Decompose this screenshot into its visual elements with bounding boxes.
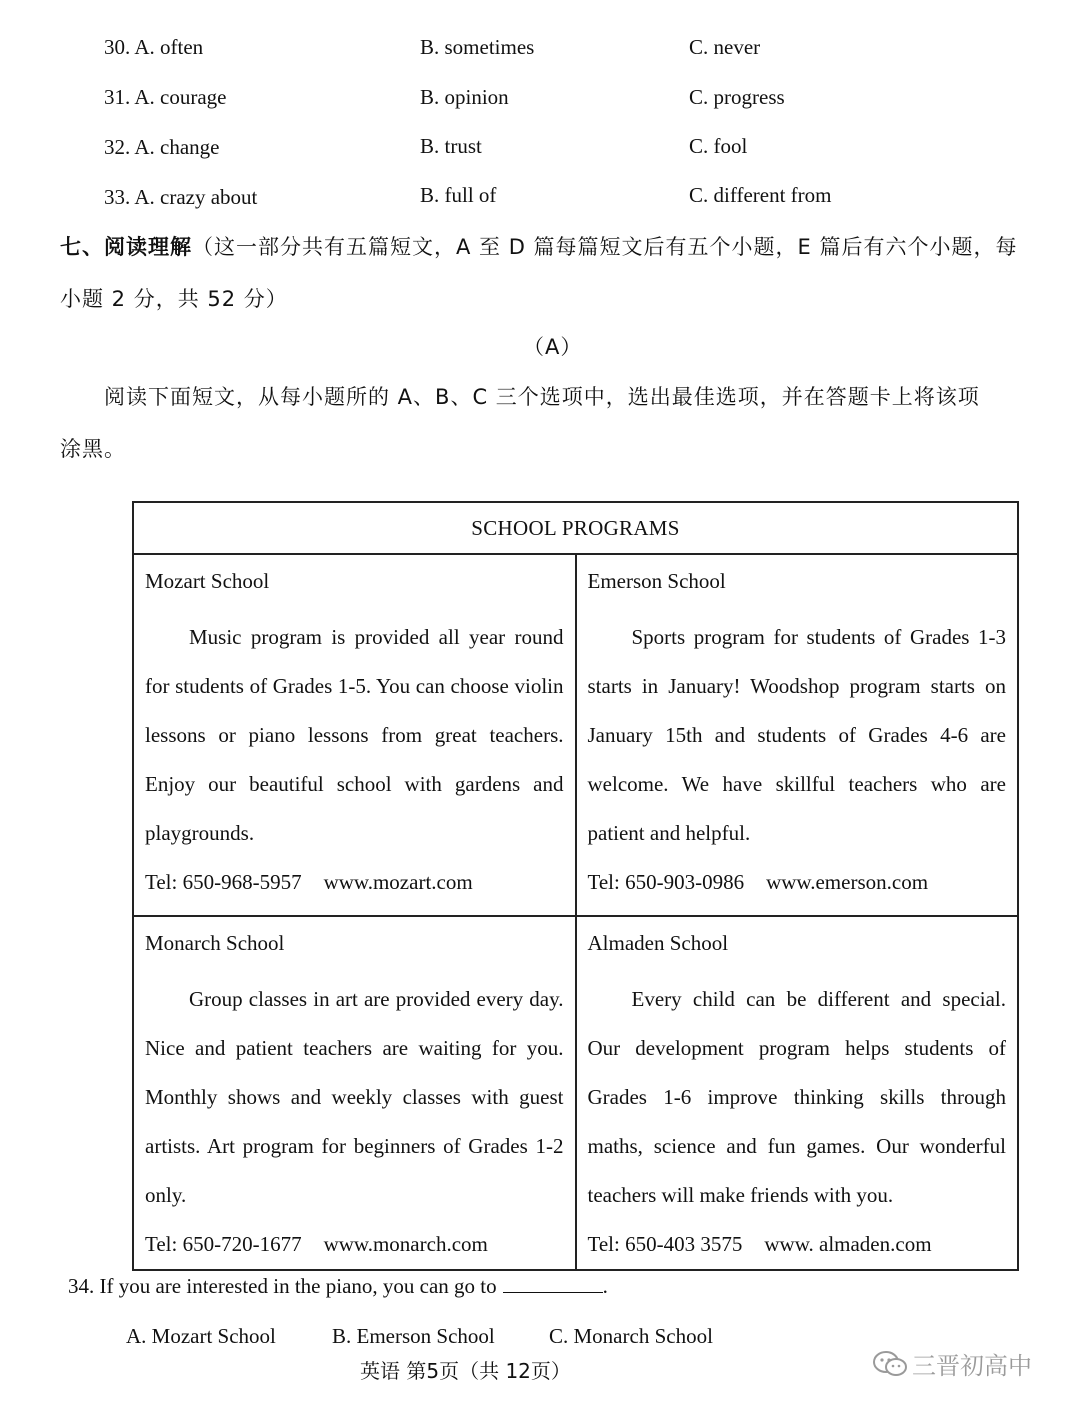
phone-number: Tel: 650-903-0986 (587, 870, 745, 894)
option-c: C. Monarch School (549, 1324, 713, 1348)
question-number: 30. (104, 35, 131, 59)
program-description: Every child can be different and special. Our development program helps students of Grades 1-6 improve thinking skills through maths, science and fun games. Our wonderful teachers will make friends with you. (587, 987, 1006, 1207)
option-a: A. often (134, 35, 204, 59)
answer-blank (503, 1274, 603, 1293)
section-note-line2: 小题 2 分，共 52 分） (60, 287, 288, 311)
program-description: Music program is provided all year round for students of Grades 1-5. You can choose violin lessons or piano lessons from great teachers. Enjoy our beautiful school with gardens and playgrounds. (145, 625, 564, 845)
website: www.monarch.com (323, 1232, 488, 1256)
contact-line (588, 858, 1007, 907)
question-34 (68, 1274, 608, 1299)
instruction-line1: 阅读下面短文，从每小题所的 A、B、C 三个选项中，选出最佳选项，并在答题卡上将该项 (104, 385, 980, 409)
instruction-line2: 涂黑。 (60, 437, 126, 461)
question-31 (104, 85, 226, 110)
option-a: A. courage (134, 85, 227, 109)
section-heading-line (60, 231, 1018, 261)
option-b: B. trust (420, 134, 482, 158)
option-c: C. progress (689, 85, 785, 109)
option-b: B. sometimes (420, 35, 535, 59)
school-name: Mozart School (145, 569, 270, 593)
option-a: A. change (134, 135, 220, 159)
watermark (872, 1346, 1032, 1384)
question-number: 31. (104, 85, 131, 109)
question-stem: 34. If you are interested in the piano, you can go to (68, 1274, 497, 1298)
section-note-line1: （这一部分共有五篇短文，A 至 D 篇每篇短文后有五个小题，E 篇后有六个小题，每 (192, 235, 1018, 259)
program-cell-mozart (133, 554, 576, 916)
question-30 (104, 35, 203, 60)
school-programs-table (132, 501, 1019, 1271)
program-description: Group classes in art are provided every day. Nice and patient teachers are waiting for you. Monthly shows and weekly classes with guest artists. Art program for beginners of Grades 1-2 only. (145, 987, 564, 1207)
question-33 (104, 185, 257, 210)
phone-number: Tel: 650-720-1677 (145, 1232, 302, 1256)
question-32 (104, 135, 219, 160)
option-a: A. crazy about (134, 185, 258, 209)
contact-line (588, 1220, 1007, 1269)
program-cell-emerson (576, 554, 1019, 916)
phone-number: Tel: 650-403 3575 (587, 1232, 743, 1256)
website: www. almaden.com (764, 1232, 932, 1256)
question-number: 33. (104, 185, 131, 209)
website: www.mozart.com (323, 870, 473, 894)
question-number: 32. (104, 135, 131, 159)
option-c: C. never (689, 35, 761, 59)
section-heading: 七、阅读理解 (60, 235, 192, 259)
page-footer: 英语 第5页（共 12页） (360, 1359, 571, 1383)
option-b: B. Emerson School (332, 1324, 495, 1348)
option-a: A. Mozart School (126, 1324, 276, 1348)
school-name: Emerson School (587, 569, 726, 593)
program-cell-monarch (133, 916, 576, 1270)
contact-line (145, 1220, 564, 1269)
table-title: SCHOOL PROGRAMS (133, 502, 1018, 554)
contact-line (145, 858, 564, 907)
option-c: C. different from (689, 183, 832, 207)
option-b: B. full of (420, 183, 497, 207)
program-description: Sports program for students of Grades 1-3 starts in January! Woodshop program starts on January 15th and students of Grades 4-6 are welcome. We have skillful teachers who are patient and helpful. (587, 625, 1006, 845)
phone-number: Tel: 650-968-5957 (145, 870, 302, 894)
school-name: Almaden School (587, 931, 729, 955)
question-end: . (602, 1274, 608, 1298)
watermark-text: 三晋初高中 (912, 1352, 1032, 1380)
passage-label: （A） (523, 335, 583, 359)
school-name: Monarch School (145, 931, 285, 955)
website: www.emerson.com (766, 870, 929, 894)
program-cell-almaden (576, 916, 1019, 1270)
option-b: B. opinion (420, 85, 509, 109)
option-c: C. fool (689, 134, 748, 158)
chat-bubble-icon (872, 1350, 908, 1384)
